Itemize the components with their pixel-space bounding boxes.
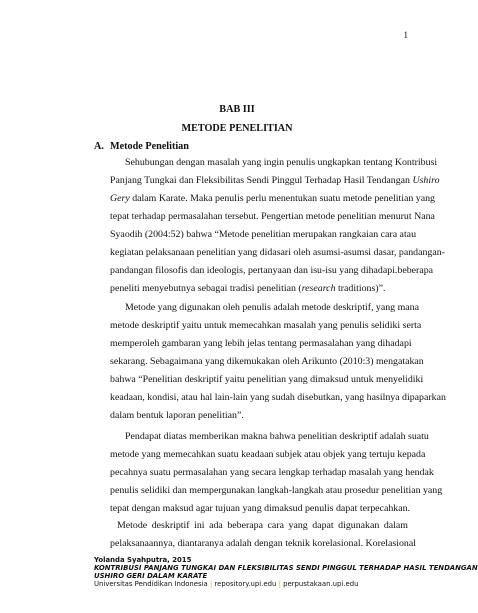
text-line: metode deskriptif yaitu untuk memecahkan masalah yang penulis selidiki serta: [110, 320, 422, 331]
text-line: penulis selidiki dan mempergunakan langkah-langkah atau prosedur penelitian yang: [110, 485, 443, 496]
section-title: Metode Penelitian: [110, 141, 189, 152]
footer-author: Yolanda Syahputra, 2015: [94, 556, 192, 564]
chapter-title: METODE PENELITIAN: [181, 123, 293, 134]
text-line: dalam bentuk laporan penelitian”.: [110, 410, 244, 421]
text-line: Metode yang digunakan oleh penulis adalah metode deskriptif, yang mana: [125, 302, 419, 313]
page-number: 1: [403, 30, 408, 40]
text-line: metode yang memecahkan suatu keadaan subjek atau objek yang tertuju kepada: [110, 449, 426, 460]
text-line: peneliti menyebutnya sebagai tradisi penelitian (research traditions)”.: [110, 283, 386, 294]
text-line: kegiatan pelaksanaan penelitian yang didasari oleh asumsi-asumsi dasar, pandangan-: [110, 247, 445, 258]
chapter-label: BAB III: [219, 104, 255, 115]
text-line: tepat dengan maksud agar tujuan yang dimaksud penulis dapat terpecahkan.: [110, 503, 410, 514]
footer-institution: Universitas Pendidikan Indonesia: [94, 580, 208, 588]
footer-repository-link[interactable]: repository.upi.edu: [214, 580, 277, 588]
footer-title-line-1: KONTRIBUSI PANJANG TUNGKAI DAN FLEKSIBILITAS SENDI PINGGUL TERHADAP HASIL TENDANGAN: [94, 564, 478, 572]
text-line: sekarang. Sebagaimana yang dikemukakan oleh Arikunto (2010:3) mengatakan: [110, 356, 424, 367]
text-line: memperoleh gambaran yang lebih jelas tentang permasalahan yang dihadapi: [110, 338, 412, 349]
text-line: Syaodih (2004:52) bahwa “Metode penelitian merupakan rangkaian cara atau: [110, 229, 417, 240]
text-line: Pendapat diatas memberikan makna bahwa penelitian deskriptif adalah suatu: [125, 431, 429, 442]
text-line: Panjang Tungkai dan Fleksibilitas Sendi Pinggul Terhadap Hasil Tendangan Ushiro: [110, 175, 440, 186]
section-letter: A.: [94, 141, 104, 152]
footer-title-line-2: USHIRO GERI DALAM KARATE: [94, 572, 208, 580]
text-line: Metode deskriptif ini ada beberapa cara yang dapat digunakan dalam: [117, 520, 408, 531]
text-line: pandangan filosofis dan ideologis, pertanyaan dan isu-isu yang dihadapi.beberapa: [110, 265, 434, 276]
section-heading: [94, 141, 189, 152]
footer-library-link[interactable]: perpustakaan.upi.edu: [283, 580, 359, 588]
footer-separator: |: [278, 580, 281, 588]
text-line: tepat terhadap permasalahan tersebut. Pengertian metode penelitian menurut Nana: [110, 211, 435, 222]
text-line: pelaksanaannya, diantaranya adalah dengan teknik korelasional. Korelasional: [110, 538, 416, 549]
text-line: Sehubungan dengan masalah yang ingin penulis ungkapkan tentang Kontribusi: [125, 157, 438, 168]
text-line: pecahnya suatu permasalahan yang secara lengkap terhadap masalah yang hendak: [110, 467, 434, 478]
footer-separator: |: [209, 580, 213, 588]
text-line: Gery dalam Karate. Maka penulis perlu menentukan suatu metode penelitian yang: [110, 193, 435, 204]
text-line: keadaan, kondisi, atau hal lain-lain yang sudah disebutkan, yang hasilnya dipaparkan: [110, 392, 446, 403]
footer-institution-line: [94, 580, 359, 589]
text-line: bahwa “Penelitian deskriptif yaitu penelitian yang dimaksud untuk menyelidiki: [110, 374, 424, 385]
